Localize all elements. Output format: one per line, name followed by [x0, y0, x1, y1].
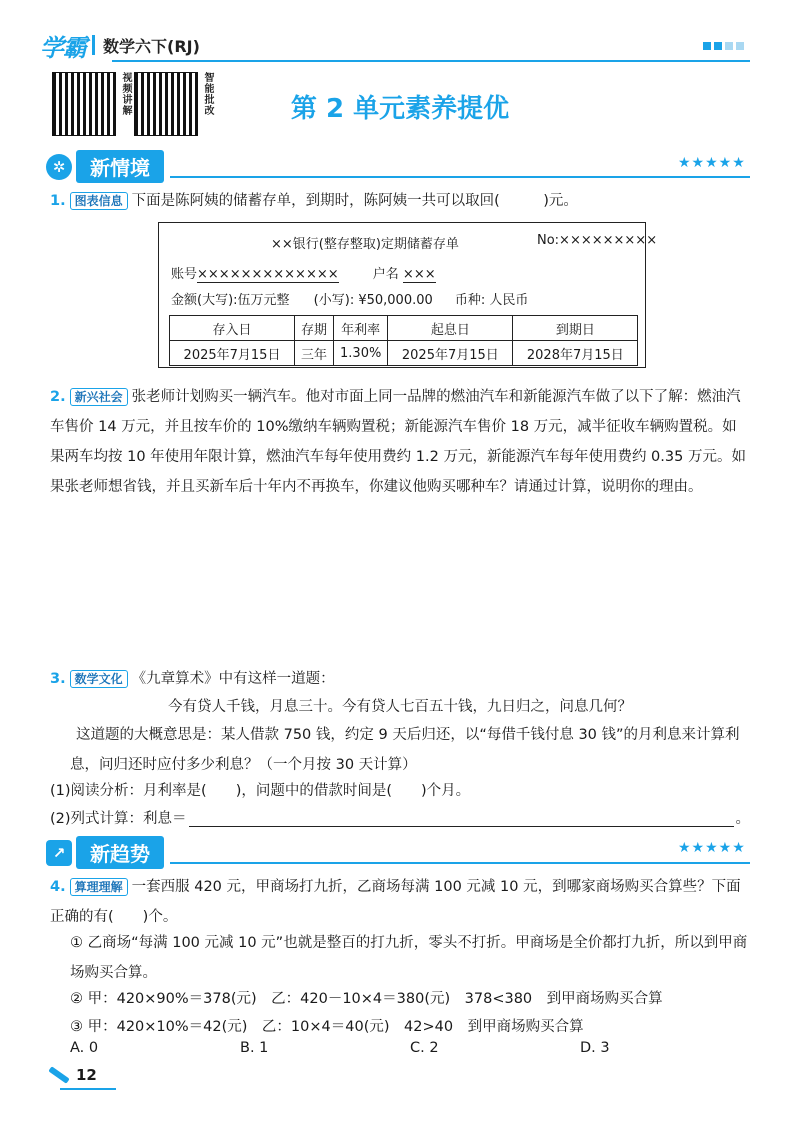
- classical-quote: 今有贷人千钱，月息三十。今有贷人七百五十钱，九日归之，问息几何？: [168, 699, 632, 715]
- name-value: ×××: [402, 267, 436, 282]
- question-tag: 数学文化: [70, 670, 128, 688]
- option-c[interactable]: C. 2: [410, 1040, 439, 1056]
- question-number: 2.: [50, 389, 66, 405]
- answer-options: [70, 1040, 750, 1056]
- logo-divider: [92, 35, 95, 55]
- question-3: [50, 664, 750, 694]
- table-header: 到期日: [513, 316, 638, 341]
- question-number: 3.: [50, 671, 66, 687]
- book-subtitle: 数学六下(RJ): [103, 36, 200, 56]
- difficulty-stars: ★★★★★: [678, 155, 746, 171]
- difficulty-stars: ★★★★★: [678, 840, 746, 856]
- question-tag: 新兴社会: [70, 388, 128, 406]
- question-tag: 算理理解: [70, 878, 128, 896]
- amount-upper: 金额(大写):伍万元整: [171, 293, 290, 308]
- slip-amount: [171, 289, 528, 308]
- trend-arrow-icon: ↗: [46, 840, 72, 866]
- section-new-context: [46, 150, 164, 183]
- section-rule: [170, 176, 750, 178]
- question-number: 4.: [50, 879, 66, 895]
- table-row: [170, 341, 638, 366]
- question-part-2: (2)列式计算：利息＝ 。: [50, 804, 750, 834]
- statement-1: ① 乙商场“每满 100 元减 10 元”也就是整百的打九折，零头不打折。甲商场是全价都打九折，所以到甲商场购买合算。: [70, 935, 748, 981]
- gear-icon: ✲: [46, 154, 72, 180]
- question-2: [50, 382, 750, 502]
- header-rule: [112, 60, 750, 62]
- pen-icon: [48, 1066, 69, 1084]
- header-logo: [40, 30, 200, 60]
- option-d[interactable]: D. 3: [580, 1040, 610, 1056]
- option-b[interactable]: B. 1: [240, 1040, 269, 1056]
- unit-title: 第 2 单元素养提优: [290, 94, 510, 124]
- brand-logo: 学霸: [40, 33, 86, 62]
- table-header: 起息日: [388, 316, 513, 341]
- footer-rule: [60, 1088, 116, 1090]
- question-4: [50, 872, 750, 932]
- question-explain: 这道题的大概意思是：某人借款 750 钱，约定 9 天后归还，以“每借千钱付息 30 钱”的月利息来计算利息，问归还时应付多少利息？（一个月按 30 天计算）: [70, 727, 740, 773]
- page-footer: [48, 1066, 97, 1084]
- table-row: [170, 316, 638, 341]
- question-number: 1.: [50, 193, 66, 209]
- section-new-trend: [46, 836, 164, 869]
- section-rule: [170, 862, 750, 864]
- grading-qr-label: 智能批改: [202, 72, 213, 116]
- table-cell: 1.30%: [334, 341, 388, 366]
- slip-number: No:×××××××××: [537, 233, 658, 248]
- question-tag: 图表信息: [70, 192, 128, 210]
- table-header: 年利率: [334, 316, 388, 341]
- table-header: 存期: [295, 316, 334, 341]
- table-cell: 2028年7月15日: [513, 341, 638, 366]
- section-label: 新情境: [76, 150, 164, 183]
- question-text: 下面是陈阿姨的储蓄存单，到期时，陈阿姨一共可以取回( )元。: [131, 193, 578, 209]
- deposit-slip: [158, 222, 658, 368]
- table-cell: 2025年7月15日: [388, 341, 513, 366]
- slip-account: 账号××××××××××××× 户名 ×××: [171, 267, 436, 282]
- deposit-table: [169, 315, 638, 366]
- statement-2: ② 甲：420×90%＝378(元) 乙：420－10×4＝380(元) 378<380 到甲商场购买合算: [70, 991, 663, 1007]
- question-text: 张老师计划购买一辆汽车。他对市面上同一品牌的燃油汽车和新能源汽车做了以下了解：燃油汽车售价 14 万元，并且按车价的 10%缴纳车辆购置税；新能源汽车售价 18 万元，减半征收车辆购置税。如果两车均按 10 年使用年限计算，燃油汽车每年使用费约 1.2 万元，新能源汽车每年使用费约 0.35 万元。如果张老师想省钱，并且买新车后十年内不再换车，你建议他购买哪种车？请通过计算，说明你的理由。: [50, 389, 746, 495]
- account-value: ×××××××××××××: [197, 267, 339, 282]
- statement-3: ③ 甲：420×10%＝42(元) 乙：10×4＝40(元) 42>40 到甲商场购买合算: [70, 1019, 584, 1035]
- page-number: 12: [76, 1066, 97, 1084]
- video-qr-label: 视频讲解: [120, 72, 131, 116]
- question-text: 一套西服 420 元，甲商场打九折，乙商场每满 100 元减 10 元，到哪家商场购买合算些？下面正确的有( )个。: [50, 879, 741, 925]
- amount-lower: (小写): ¥50,000.00: [313, 293, 433, 308]
- table-cell: 2025年7月15日: [170, 341, 295, 366]
- answer-line[interactable]: [189, 804, 734, 827]
- currency: 币种: 人民币: [454, 293, 529, 308]
- question-part-1: (1)阅读分析：月利率是( )，问题中的借款时间是( )个月。: [50, 783, 471, 799]
- option-a[interactable]: A. 0: [70, 1040, 99, 1056]
- header-decoration: [703, 42, 744, 50]
- question-1: [50, 186, 750, 216]
- slip-title: ××银行(整存整取)定期储蓄存单: [271, 237, 459, 252]
- table-header: 存入日: [170, 316, 295, 341]
- section-label: 新趋势: [76, 836, 164, 869]
- table-cell: 三年: [295, 341, 334, 366]
- question-intro: 《九章算术》中有这样一道题：: [131, 671, 335, 687]
